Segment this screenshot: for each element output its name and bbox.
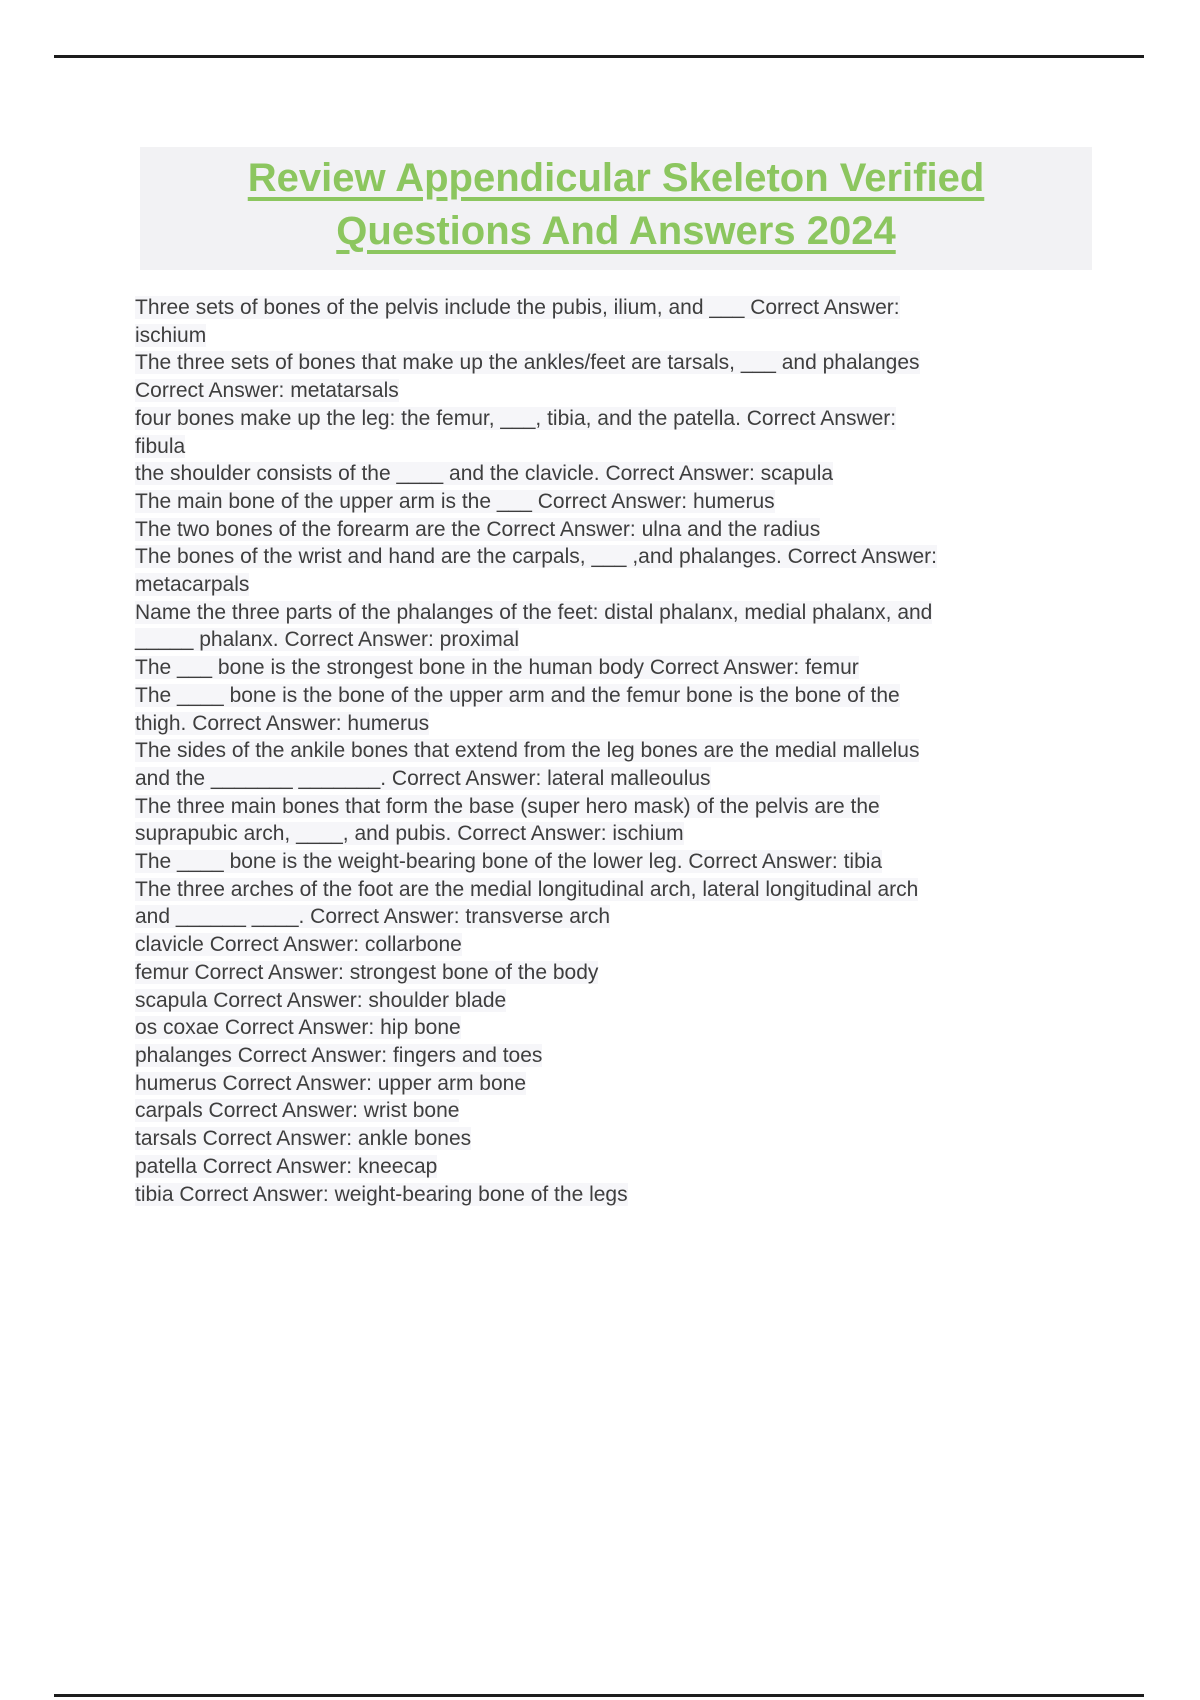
qa-line-text: metacarpals xyxy=(135,573,250,597)
qa-line xyxy=(135,599,1080,627)
qa-line-text: Name the three parts of the phalanges of the feet: distal phalanx, medial phalanx, and xyxy=(135,600,933,624)
title-box xyxy=(140,147,1092,270)
document-body xyxy=(135,294,1080,1208)
qa-line xyxy=(135,1097,1080,1125)
qa-line xyxy=(135,903,1080,931)
qa-line xyxy=(135,1070,1080,1098)
qa-line-text: tibia Correct Answer: weight-bearing bone of the legs xyxy=(135,1182,628,1206)
document-title-line-1: Review Appendicular Skeleton Verified xyxy=(247,156,985,200)
qa-line-text: clavicle Correct Answer: collarbone xyxy=(135,933,462,957)
qa-line-text: four bones make up the leg: the femur, ___, tibia, and the patella. Correct Answer: xyxy=(135,406,897,430)
qa-line xyxy=(135,931,1080,959)
qa-line-text: The three arches of the foot are the medial longitudinal arch, lateral longitudinal arch xyxy=(135,877,919,901)
qa-line-text: The ____ bone is the bone of the upper arm and the femur bone is the bone of the xyxy=(135,683,900,707)
qa-line-text: The ___ bone is the strongest bone in the human body Correct Answer: femur xyxy=(135,656,859,680)
qa-line-text: phalanges Correct Answer: fingers and toes xyxy=(135,1043,543,1067)
qa-line-text: The bones of the wrist and hand are the carpals, ___ ,and phalanges. Correct Answer: xyxy=(135,545,937,569)
qa-line xyxy=(135,516,1080,544)
qa-line xyxy=(135,433,1080,461)
qa-line xyxy=(135,571,1080,599)
top-horizontal-rule xyxy=(54,55,1144,58)
bottom-horizontal-rule xyxy=(54,1694,1144,1697)
qa-line xyxy=(135,488,1080,516)
qa-line-text: humerus Correct Answer: upper arm bone xyxy=(135,1071,527,1095)
qa-line-text: fibula xyxy=(135,434,186,458)
qa-line-text: and ______ ____. Correct Answer: transverse arch xyxy=(135,905,611,929)
qa-line xyxy=(135,737,1080,765)
qa-line xyxy=(135,987,1080,1015)
qa-line-text: ischium xyxy=(135,323,207,347)
qa-line-text: scapula Correct Answer: shoulder blade xyxy=(135,988,507,1012)
qa-line-text: the shoulder consists of the ____ and the clavicle. Correct Answer: scapula xyxy=(135,462,834,486)
qa-line xyxy=(135,349,1080,377)
qa-line xyxy=(135,765,1080,793)
qa-line-text: tarsals Correct Answer: ankle bones xyxy=(135,1127,472,1151)
qa-line-text: The ____ bone is the weight-bearing bone of the lower leg. Correct Answer: tibia xyxy=(135,850,883,874)
qa-line-text: The main bone of the upper arm is the ___ Correct Answer: humerus xyxy=(135,489,775,513)
qa-line xyxy=(135,1014,1080,1042)
qa-line xyxy=(135,793,1080,821)
qa-line xyxy=(135,626,1080,654)
qa-line xyxy=(135,1042,1080,1070)
qa-line-text: suprapubic arch, ____, and pubis. Correct Answer: ischium xyxy=(135,822,684,846)
qa-line-text: and the _______ _______. Correct Answer: lateral malleoulus xyxy=(135,766,711,790)
qa-line xyxy=(135,710,1080,738)
qa-line xyxy=(135,377,1080,405)
qa-line xyxy=(135,405,1080,433)
qa-line-text: carpals Correct Answer: wrist bone xyxy=(135,1099,460,1123)
qa-line xyxy=(135,1153,1080,1181)
qa-line xyxy=(135,959,1080,987)
qa-line-text: patella Correct Answer: kneecap xyxy=(135,1154,438,1178)
qa-line-text: The two bones of the forearm are the Correct Answer: ulna and the radius xyxy=(135,517,821,541)
qa-line-text: femur Correct Answer: strongest bone of the body xyxy=(135,960,599,984)
qa-line xyxy=(135,294,1080,322)
qa-line xyxy=(135,848,1080,876)
qa-line xyxy=(135,1181,1080,1209)
qa-line-text: thigh. Correct Answer: humerus xyxy=(135,711,430,735)
qa-line xyxy=(135,543,1080,571)
qa-line xyxy=(135,322,1080,350)
document-title-line-2: Questions And Answers 2024 xyxy=(336,209,896,253)
qa-line-text: Three sets of bones of the pelvis include the pubis, ilium, and ___ Correct Answer: xyxy=(135,296,900,319)
qa-line-text: The three sets of bones that make up the ankles/feet are tarsals, ___ and phalanges xyxy=(135,351,920,375)
qa-line-text: The sides of the ankile bones that extend from the leg bones are the medial mallelus xyxy=(135,739,920,763)
qa-line xyxy=(135,820,1080,848)
qa-line-text: The three main bones that form the base (super hero mask) of the pelvis are the xyxy=(135,794,880,818)
qa-line xyxy=(135,1125,1080,1153)
qa-line xyxy=(135,682,1080,710)
qa-line xyxy=(135,654,1080,682)
qa-line xyxy=(135,460,1080,488)
qa-line-text: os coxae Correct Answer: hip bone xyxy=(135,1016,461,1040)
qa-line-text: Correct Answer: metatarsals xyxy=(135,379,399,403)
qa-line-text: _____ phalanx. Correct Answer: proximal xyxy=(135,628,520,652)
qa-line xyxy=(135,876,1080,904)
